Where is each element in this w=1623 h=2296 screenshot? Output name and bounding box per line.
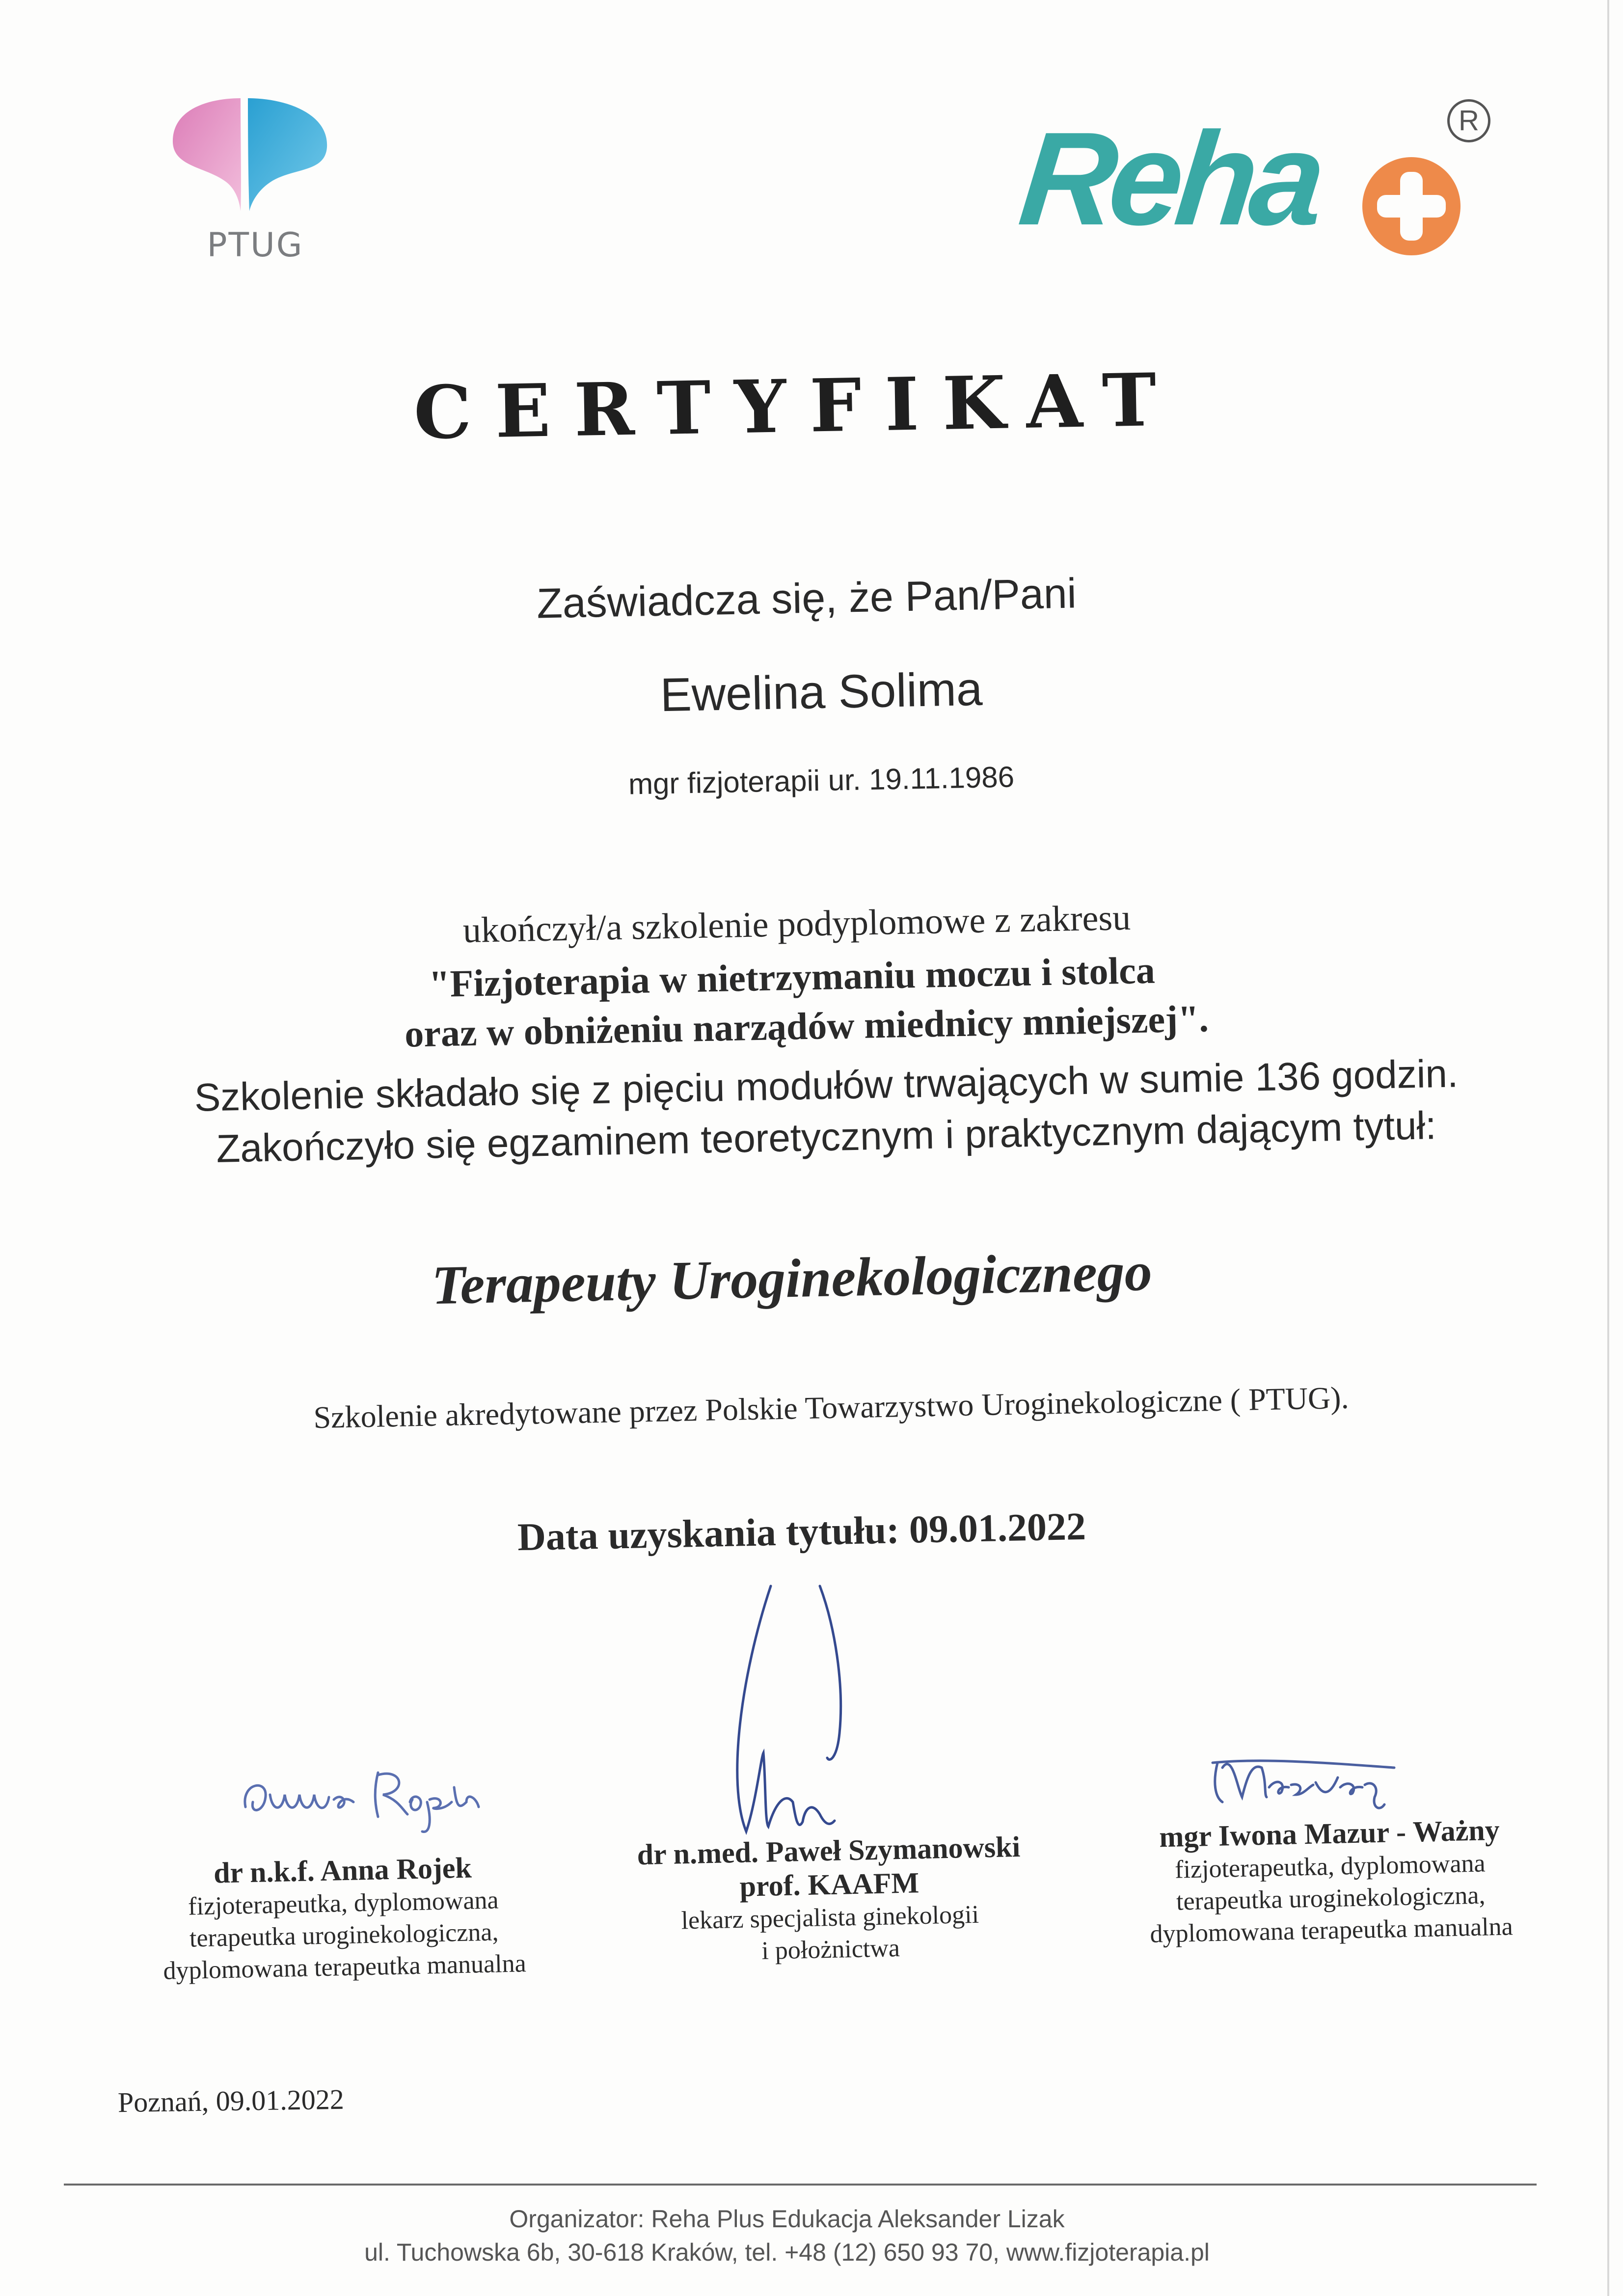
signature-anna-rojek-icon xyxy=(236,1753,491,1836)
intro-text: Zaświadcza się, że Pan/Pani xyxy=(536,570,1077,628)
signatory-anna-rojek xyxy=(121,1849,566,1988)
signatory-role: fizjoterapeutka, dyplomowana xyxy=(188,1886,499,1921)
signatory-title: prof. KAAFM xyxy=(739,1866,920,1903)
accreditation-text: Szkolenie akredytowane przez Polskie Towarzystwo Uroginekologiczne ( PTUG). xyxy=(313,1380,1350,1435)
footer-divider xyxy=(64,2184,1537,2186)
recipient-details: mgr fizjoterapii ur. 19.11.1986 xyxy=(628,760,1015,801)
signatory-role: dyplomowana terapeutka manualna xyxy=(1149,1913,1514,1948)
page-edge xyxy=(1607,0,1609,2296)
signature-pawel-szymanowski-icon xyxy=(707,1527,874,1871)
signatory-role: i położnictwa xyxy=(761,1934,900,1965)
signatory-role: lekarz specjalista ginekologii xyxy=(680,1900,979,1935)
course-title-line2: oraz w obniżeniu narządów miednicy mniejszej". xyxy=(404,997,1209,1055)
ptug-label: PTUG xyxy=(207,226,304,265)
signatory-role: fizjoterapeutka, dyplomowana xyxy=(1174,1849,1486,1884)
modules-text: Szkolenie składało się z pięciu modułów trwających w sumie 136 godzin. xyxy=(194,1051,1459,1120)
exam-text: Zakończyło się egzaminem teoretycznym i praktycznym dającym tytuł: xyxy=(216,1103,1437,1171)
signatory-role: terapeutka uroginekologiczna, xyxy=(1176,1881,1486,1916)
date-obtained: Data uzyskania tytułu: 09.01.2022 xyxy=(517,1504,1086,1559)
signatory-pawel-szymanowski xyxy=(607,1830,1052,1970)
signatory-iwona-mazur xyxy=(1108,1812,1552,1951)
recipient-name: Ewelina Solima xyxy=(659,662,983,722)
plus-icon xyxy=(1360,155,1463,258)
footer-organizer: Organizator: Reha Plus Edukacja Aleksander Lizak xyxy=(509,2205,1065,2233)
place-and-date: Poznań, 09.01.2022 xyxy=(117,2083,345,2119)
completed-text: ukończył/a szkolenie podyplomowe z zakresu xyxy=(462,897,1131,951)
signature-iwona-mazur-icon xyxy=(1203,1738,1409,1822)
reha-plus-logo xyxy=(1013,93,1512,255)
signatory-name: dr n.k.f. Anna Rojek xyxy=(213,1851,472,1889)
signatory-name: dr n.med. Paweł Szymanowski xyxy=(636,1830,1021,1871)
certificate-title: CERTYFIKAT xyxy=(413,356,1181,456)
awarded-title: Terapeuty Uroginekologicznego xyxy=(431,1241,1153,1316)
course-title-line1: "Fizjoterapia w nietrzymaniu moczu i stolca xyxy=(428,948,1156,1006)
ptug-emblem-icon xyxy=(167,88,334,216)
footer-address: ul. Tuchowska 6b, 30-618 Kraków, tel. +48 (12) 650 93 70, www.fizjoterapia.pl xyxy=(364,2239,1210,2266)
signatory-role: terapeutka uroginekologiczna, xyxy=(189,1918,499,1953)
signatory-role: dyplomowana terapeutka manualna xyxy=(162,1949,527,1985)
ptug-logo xyxy=(167,88,334,265)
registered-mark: R xyxy=(1447,99,1490,142)
signatory-name: mgr Iwona Mazur - Ważny xyxy=(1159,1813,1500,1854)
reha-logo-text: Reha xyxy=(1013,105,1326,253)
